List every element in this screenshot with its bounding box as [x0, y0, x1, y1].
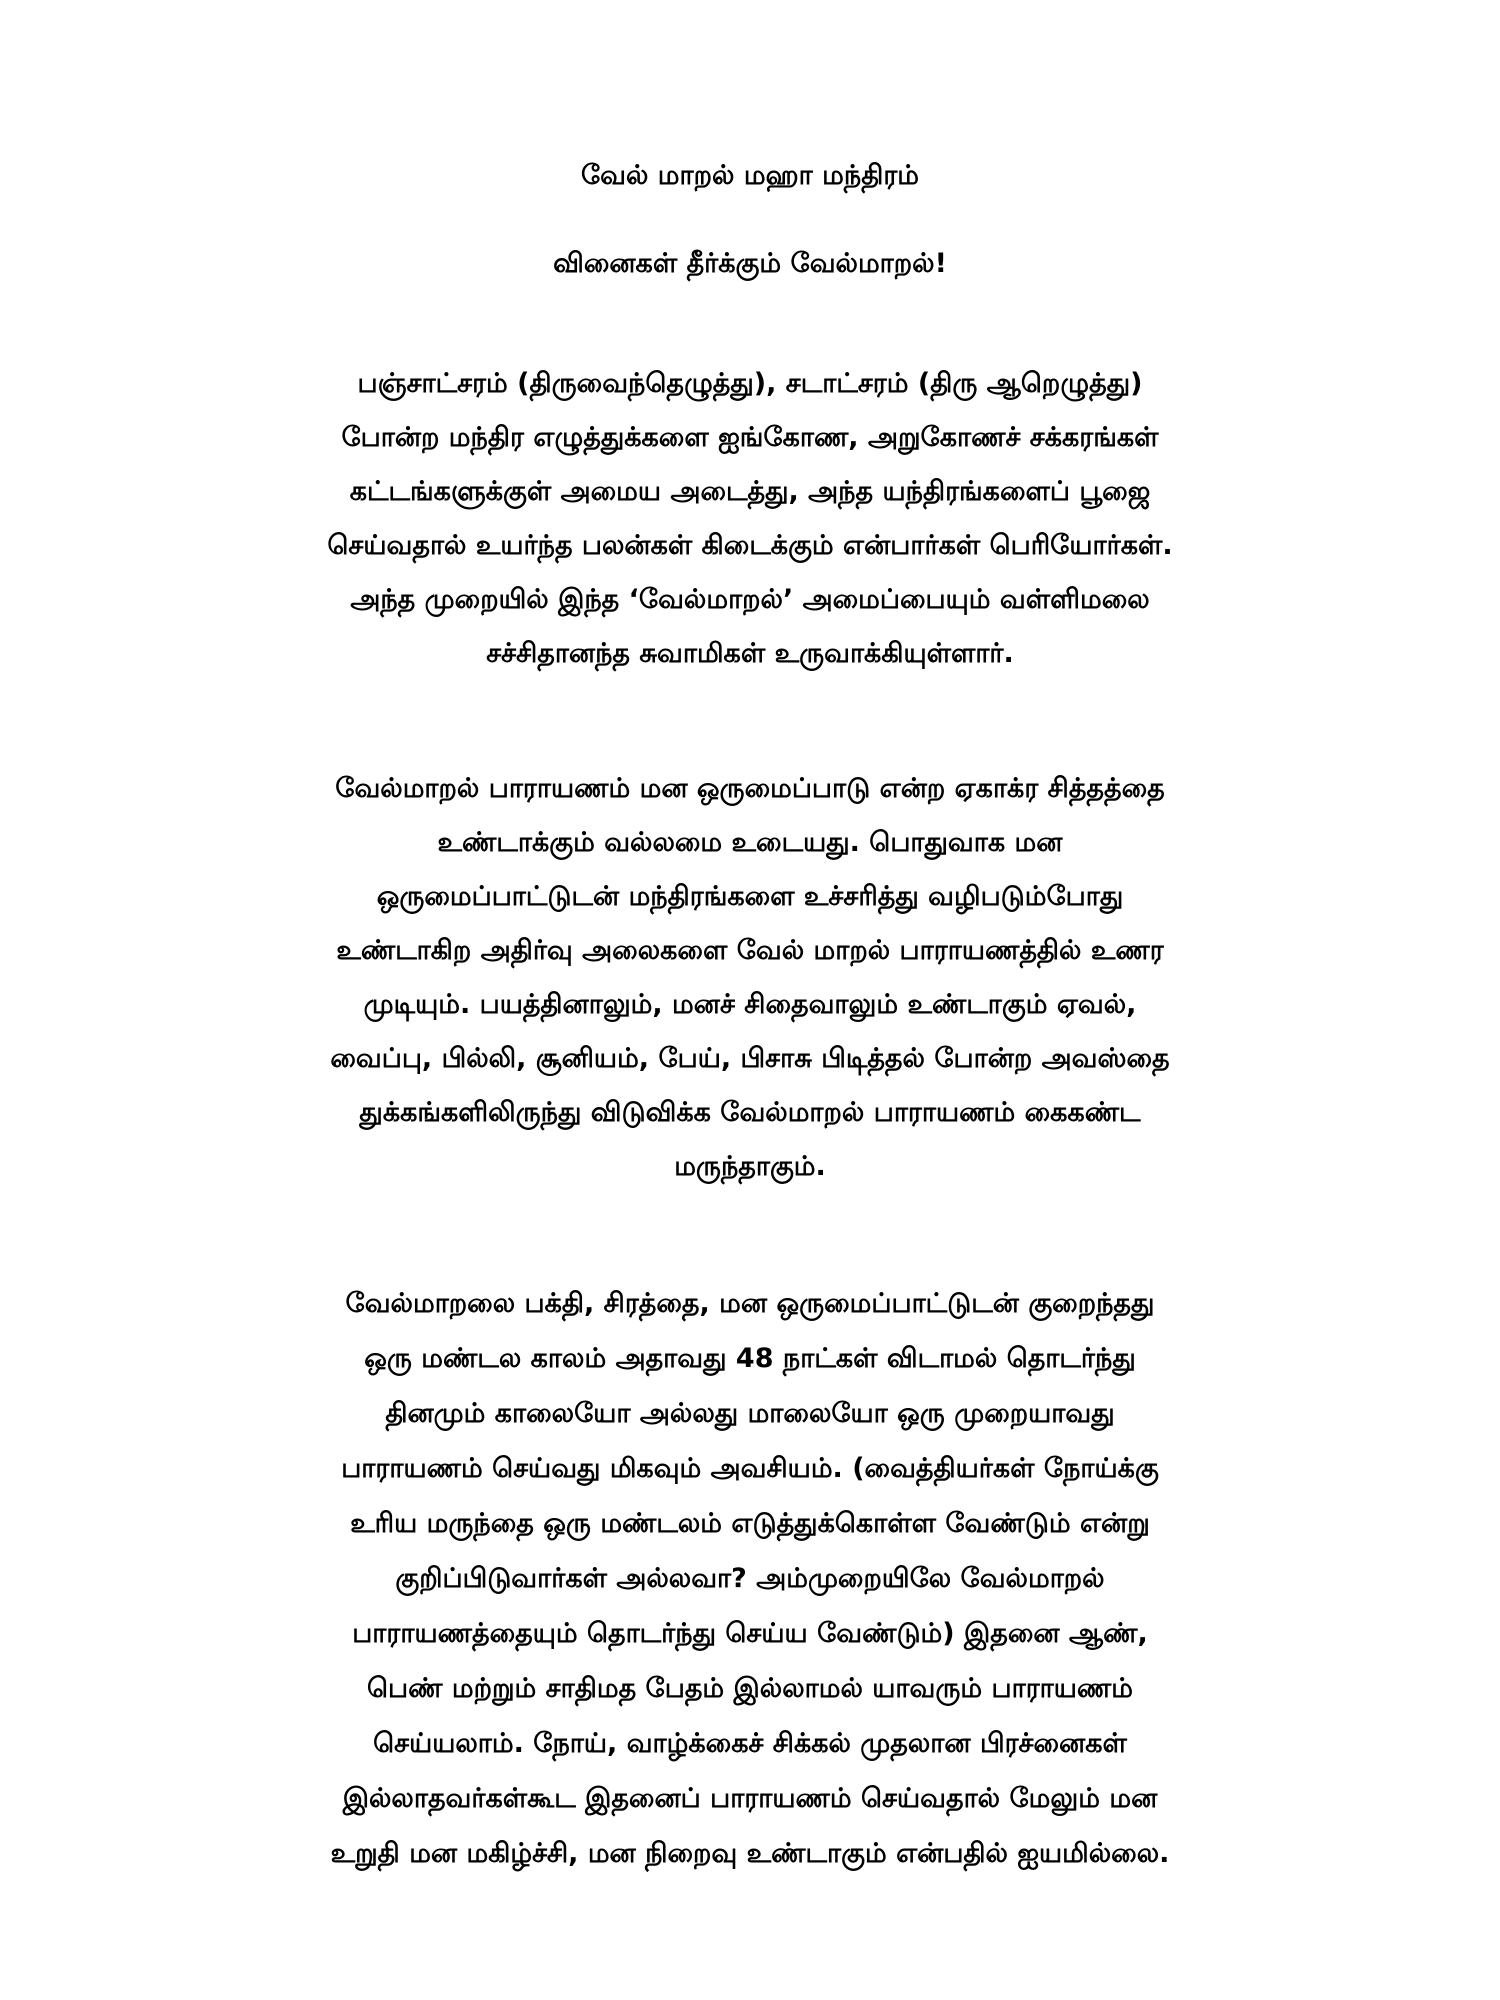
paragraph-line: உண்டாகிற அதிர்வு அலைகளை வேல் மாறல் பாராயணத்தில் உணர — [336, 935, 1164, 966]
document-subtitle: வினைகள் தீர்க்கும் வேல்மாறல்! — [553, 248, 947, 279]
paragraph-line: செய்வதால் உயர்ந்த பலன்கள் கிடைக்கும் என்பார்கள் பெரியோர்கள். — [327, 530, 1173, 561]
paragraph-line: வேல்மாறலை பக்தி, சிரத்தை, மன ஒருமைப்பாட்டுடன் குறைந்தது — [345, 1288, 1155, 1319]
paragraph-line: சச்சிதானந்த சுவாமிகள் உருவாக்கியுள்ளார். — [486, 638, 1014, 669]
paragraph-line: இல்லாதவர்கள்கூட இதனைப் பாராயணம் செய்வதால் மேலும் மன — [342, 1783, 1158, 1814]
paragraph-line: முடியும். பயத்தினாலும், மனச் சிதைவாலும் உண்டாகும் ஏவல், — [363, 989, 1137, 1020]
paragraph-line: குறிப்பிடுவார்கள் அல்லவா? அம்முறையிலே வேல்மாறல் — [395, 1563, 1105, 1594]
paragraph-line: வைப்பு, பில்லி, சூனியம், பேய், பிசாசு பிடித்தல் போன்ற அவஸ்தை — [330, 1043, 1170, 1074]
paragraph-2 — [0, 762, 1500, 1194]
paragraph-line: அந்த முறையில் இந்த ‘வேல்மாறல்’ அமைப்பையும் வள்ளிமலை — [350, 584, 1150, 615]
paragraph-3 — [0, 1276, 1500, 1881]
paragraph-line: ஒருமைப்பாட்டுடன் மந்திரங்களை உச்சரித்து வழிபடும்போது — [376, 881, 1124, 912]
paragraph-line: மருந்தாகும். — [674, 1151, 826, 1182]
paragraph-line: துக்கங்களிலிருந்து விடுவிக்க வேல்மாறல் பாராயணம் கைகண்ட — [359, 1097, 1141, 1128]
paragraph-1 — [0, 357, 1500, 681]
paragraph-line: கட்டங்களுக்குள் அமைய அடைத்து, அந்த யந்திரங்களைப் பூஜை — [349, 476, 1151, 507]
paragraph-line: பஞ்சாட்சரம் (திருவைந்தெழுத்து), சடாட்சரம் (திரு ஆறெழுத்து) — [357, 368, 1143, 399]
paragraph-line: தினமும் காலையோ அல்லது மாலையோ ஒரு முறையாவது — [385, 1398, 1115, 1429]
paragraph-line: பெண் மற்றும் சாதிமத பேதம் இல்லாமல் யாவரும் பாராயணம் — [367, 1673, 1133, 1704]
paragraph-line: ஒரு மண்டல காலம் அதாவது 48 நாட்கள் விடாமல் தொடர்ந்து — [364, 1343, 1136, 1374]
paragraph-line: உறுதி மன மகிழ்ச்சி, மன நிறைவு உண்டாகும் என்பதில் ஐயமில்லை. — [330, 1838, 1170, 1869]
paragraph-line: போன்ற மந்திர எழுத்துக்களை ஐங்கோண, அறுகோணச் சக்கரங்கள் — [341, 422, 1159, 453]
paragraph-line: உண்டாக்கும் வல்லமை உடையது. பொதுவாக மன — [437, 827, 1063, 858]
paragraph-line: செய்யலாம். நோய், வாழ்க்கைச் சிக்கல் முதலான பிரச்னைகள் — [373, 1728, 1127, 1759]
paragraph-line: வேல்மாறல் பாராயணம் மன ஒருமைப்பாடு என்ற ஏகாக்ர சித்தத்தை — [335, 773, 1165, 804]
document-title: வேல் மாறல் மஹா மந்திரம் — [580, 160, 919, 191]
paragraph-line: பாராயணத்தையும் தொடர்ந்து செய்ய வேண்டும்) இதனை ஆண், — [352, 1618, 1148, 1649]
paragraph-line: பாராயணம் செய்வது மிகவும் அவசியம். (வைத்தியர்கள் நோய்க்கு — [341, 1453, 1159, 1484]
paragraph-line: உரிய மருந்தை ஒரு மண்டலம் எடுத்துக்கொள்ள வேண்டும் என்று — [350, 1508, 1150, 1539]
